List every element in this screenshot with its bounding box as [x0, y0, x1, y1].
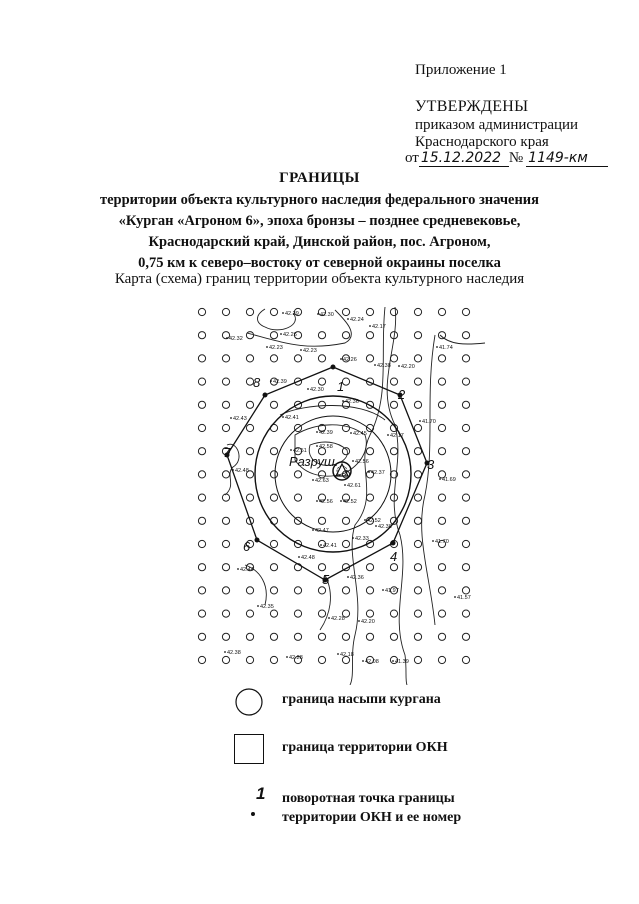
grid-survey-point: [198, 633, 205, 640]
elevation-label: 42.30: [310, 387, 324, 393]
legend-turnpoint-number: 1: [256, 784, 266, 803]
grid-survey-point: [342, 332, 349, 339]
legend-mound-text: граница насыпи кургана: [282, 692, 441, 707]
turn-point-number: 6: [243, 539, 251, 554]
grid-survey-point: [222, 494, 229, 501]
elevation-point: [316, 431, 318, 433]
grid-survey-point: [438, 610, 445, 617]
elevation-label: 42.56: [319, 499, 333, 505]
grid-survey-point: [366, 633, 373, 640]
elevation-label: 41.74: [439, 345, 453, 351]
grid-survey-point: [198, 494, 205, 501]
elevation-point: [282, 312, 284, 314]
elevation-point: [439, 478, 441, 480]
elevation-point: [454, 596, 456, 598]
grid-survey-point: [462, 332, 469, 339]
grid-survey-point: [246, 633, 253, 640]
elevation-label: 41.70: [422, 419, 436, 425]
elevation-point: [352, 460, 354, 462]
grid-survey-point: [198, 610, 205, 617]
elevation-label: 42.28: [289, 655, 303, 661]
grid-survey-point: [222, 517, 229, 524]
grid-survey-point: [318, 401, 325, 408]
grid-survey-point: [414, 656, 421, 663]
grid-survey-point: [270, 332, 277, 339]
grid-survey-point: [342, 540, 349, 547]
elevation-point: [286, 656, 288, 658]
order-date: 15.12.2022: [419, 151, 509, 167]
elevation-point: [290, 449, 292, 451]
elevation-label: 42.26: [283, 332, 297, 338]
elevation-label: 42.24: [350, 317, 364, 323]
grid-survey-point: [246, 448, 253, 455]
grid-survey-point: [462, 540, 469, 547]
grid-survey-point: [462, 355, 469, 362]
title-line4: 0,75 км к северо–востоку от северной окраины поселка: [138, 255, 501, 271]
destroyed-label: Разруш.: [289, 454, 339, 469]
grid-survey-point: [438, 494, 445, 501]
turn-point-number: 3: [427, 457, 435, 472]
legend-territory-text: граница территории ОКН: [282, 740, 448, 755]
approved-by-line1: приказом администрации: [415, 117, 579, 133]
grid-survey-point: [390, 564, 397, 571]
grid-survey-point: [318, 656, 325, 663]
grid-survey-point: [438, 308, 445, 315]
elevation-label: 42.48: [301, 555, 315, 561]
turn-point-number: 7: [223, 445, 231, 460]
grid-survey-point: [462, 517, 469, 524]
elevation-label: 42.48: [235, 468, 249, 474]
grid-survey-point: [294, 610, 301, 617]
legend-turnpoint-dot: [251, 812, 255, 816]
elevation-point: [398, 365, 400, 367]
grid-survey-point: [438, 332, 445, 339]
grid-survey-point: [462, 656, 469, 663]
grid-survey-point: [462, 471, 469, 478]
document-title: [0, 170, 639, 274]
grid-survey-point: [198, 424, 205, 431]
elevation-label: 41.57: [457, 595, 471, 601]
elevation-label: 42.52: [343, 499, 357, 505]
elevation-point: [342, 400, 344, 402]
elevation-label: 42.18: [340, 652, 354, 658]
grid-survey-point: [222, 540, 229, 547]
elevation-label: 42.44: [240, 567, 254, 573]
grid-survey-point: [294, 471, 301, 478]
grid-survey-point: [270, 517, 277, 524]
grid-survey-point: [198, 401, 205, 408]
elevation-point: [392, 660, 394, 662]
elevation-point: [352, 537, 354, 539]
elevation-point: [316, 445, 318, 447]
elevation-point: [280, 333, 282, 335]
grid-survey-point: [222, 633, 229, 640]
elevation-point: [237, 568, 239, 570]
grid-survey-point: [414, 448, 421, 455]
grid-survey-point: [198, 308, 205, 315]
grid-survey-point: [318, 378, 325, 385]
grid-survey-point: [438, 656, 445, 663]
elevation-label: 42.17: [390, 433, 404, 439]
elevation-point: [347, 576, 349, 578]
elevation-label: 42.32: [229, 336, 243, 342]
elevation-point: [368, 471, 370, 473]
elevation-point: [298, 556, 300, 558]
approved-by-line2: Краснодарского края: [415, 134, 549, 150]
title-line2: «Курган «Агроном 6», эпоха бронзы – позднее средневековье,: [118, 213, 521, 229]
survey-grid: [198, 308, 469, 663]
boundary-map: [185, 295, 505, 685]
elevation-point: [340, 500, 342, 502]
grid-survey-point: [390, 448, 397, 455]
elevation-point: [307, 388, 309, 390]
elevation-label: 42.20: [361, 619, 375, 625]
grid-survey-point: [414, 517, 421, 524]
grid-survey-point: [198, 378, 205, 385]
grid-survey-point: [222, 587, 229, 594]
title-line3: Краснодарский край, Динской район, пос. Агроном,: [148, 234, 491, 250]
grid-survey-point: [270, 587, 277, 594]
grid-survey-point: [270, 610, 277, 617]
elevation-point: [320, 544, 322, 546]
grid-survey-point: [246, 656, 253, 663]
elevation-point: [257, 605, 259, 607]
grid-survey-point: [414, 564, 421, 571]
grid-survey-point: [414, 378, 421, 385]
grid-survey-point: [366, 448, 373, 455]
grid-survey-point: [294, 587, 301, 594]
grid-survey-point: [438, 401, 445, 408]
elevation-label: 42.41: [323, 543, 337, 549]
grid-survey-point: [318, 633, 325, 640]
elevation-point: [362, 660, 364, 662]
elevation-point: [375, 525, 377, 527]
grid-survey-point: [366, 332, 373, 339]
grid-survey-point: [438, 564, 445, 571]
grid-survey-point: [318, 610, 325, 617]
turn-point-number: 1: [337, 379, 345, 394]
elevation-label: 42.52: [367, 518, 381, 524]
grid-survey-point: [198, 656, 205, 663]
grid-survey-point: [390, 355, 397, 362]
order-number: 1149-км: [526, 151, 608, 167]
grid-survey-point: [246, 401, 253, 408]
elevation-label: 42.38: [377, 363, 391, 369]
grid-survey-point: [270, 656, 277, 663]
grid-survey-point: [294, 355, 301, 362]
order-no-label: №: [508, 150, 524, 166]
title-line1: территории объекта культурного наследия федерального значения: [99, 192, 539, 208]
elevation-point: [374, 364, 376, 366]
elevation-label: 41.39: [395, 659, 409, 665]
appendix-label: Приложение 1: [415, 62, 507, 78]
elevation-label: 42.28: [331, 616, 345, 622]
elevation-point: [300, 349, 302, 351]
elevation-label: 42.33: [355, 536, 369, 542]
elevation-label: 42.23: [303, 348, 317, 354]
elevation-label: 42.35: [260, 604, 274, 610]
grid-survey-point: [318, 471, 325, 478]
elevation-label: 42.56: [355, 459, 369, 465]
turn-point-number: 5: [322, 572, 330, 587]
grid-survey-point: [222, 308, 229, 315]
grid-survey-point: [222, 471, 229, 478]
elevation-point: [282, 416, 284, 418]
legend-territory-symbol: [234, 734, 264, 764]
grid-survey-point: [246, 494, 253, 501]
elevation-point: [344, 484, 346, 486]
grid-survey-point: [198, 540, 205, 547]
elevation-point: [226, 337, 228, 339]
grid-survey-point: [366, 587, 373, 594]
grid-survey-point: [462, 308, 469, 315]
grid-survey-point: [246, 587, 253, 594]
elevation-label: 42.41: [285, 415, 299, 421]
grid-survey-point: [366, 610, 373, 617]
grid-survey-point: [222, 355, 229, 362]
grid-survey-point: [318, 517, 325, 524]
order-line: [405, 150, 608, 167]
grid-survey-point: [318, 564, 325, 571]
grid-survey-point: [270, 494, 277, 501]
legend-turnpoint-text: [282, 789, 461, 827]
elevation-point: [387, 434, 389, 436]
elevation-label: 42.61: [347, 483, 361, 489]
elevation-label: 42.39: [319, 430, 333, 436]
grid-survey-point: [390, 633, 397, 640]
grid-survey-point: [270, 564, 277, 571]
elevation-point: [350, 432, 352, 434]
grid-survey-point: [270, 540, 277, 547]
grid-survey-point: [366, 494, 373, 501]
grid-survey-point: [414, 610, 421, 617]
grid-survey-point: [414, 308, 421, 315]
grid-survey-point: [198, 332, 205, 339]
grid-survey-point: [246, 308, 253, 315]
elevation-label: 42.36: [350, 575, 364, 581]
grid-survey-point: [198, 355, 205, 362]
grid-survey-point: [342, 633, 349, 640]
elevation-point: [328, 617, 330, 619]
elevation-point: [316, 500, 318, 502]
grid-survey-point: [438, 378, 445, 385]
grid-survey-point: [366, 308, 373, 315]
grid-survey-point: [462, 401, 469, 408]
elevation-point: [312, 529, 314, 531]
grid-survey-point: [438, 448, 445, 455]
grid-survey-point: [366, 355, 373, 362]
grid-survey-point: [414, 424, 421, 431]
elevation-label: 41.70: [435, 539, 449, 545]
grid-survey-point: [198, 471, 205, 478]
elevation-label: 42.47: [315, 528, 329, 534]
elevation-point: [358, 620, 360, 622]
grid-survey-point: [294, 633, 301, 640]
grid-survey-point: [198, 448, 205, 455]
grid-survey-point: [270, 471, 277, 478]
grid-survey-point: [462, 564, 469, 571]
grid-survey-point: [222, 610, 229, 617]
grid-survey-point: [414, 494, 421, 501]
grid-survey-point: [414, 540, 421, 547]
elevation-point: [369, 325, 371, 327]
elevation-point: [340, 358, 342, 360]
elevation-point: [382, 589, 384, 591]
elevation-label: 42.26: [343, 357, 357, 363]
grid-survey-point: [318, 332, 325, 339]
grid-survey-point: [222, 656, 229, 663]
grid-survey-point: [438, 424, 445, 431]
legend-mound-symbol: [234, 687, 264, 717]
elevation-label: 42.23: [269, 345, 283, 351]
elevation-label: 42.29: [285, 311, 299, 317]
elevation-label: 42.30: [320, 312, 334, 318]
grid-survey-point: [438, 587, 445, 594]
grid-survey-point: [414, 633, 421, 640]
grid-survey-point: [390, 401, 397, 408]
grid-survey-point: [222, 401, 229, 408]
grid-survey-point: [198, 587, 205, 594]
grid-survey-point: [270, 633, 277, 640]
grid-survey-point: [294, 494, 301, 501]
elevation-point: [364, 519, 366, 521]
grid-survey-point: [342, 587, 349, 594]
grid-survey-point: [438, 633, 445, 640]
elevation-label: 42.37: [371, 470, 385, 476]
elevation-label: 42.63: [315, 478, 329, 484]
elevation-label: 42.45: [353, 431, 367, 437]
grid-survey-point: [438, 355, 445, 362]
elevation-label: 42.39: [273, 379, 287, 385]
map-caption: Карта (схема) границ территории объекта культурного наследия: [114, 271, 525, 287]
elevation-label: 42.17: [372, 324, 386, 330]
grid-survey-point: [198, 564, 205, 571]
elevation-label: 42.58: [319, 444, 333, 450]
elevation-point: [436, 346, 438, 348]
elevation-point: [419, 420, 421, 422]
title-heading: ГРАНИЦЫ: [279, 170, 360, 186]
grid-survey-point: [438, 517, 445, 524]
order-prefix: от: [405, 150, 419, 166]
elevation-point: [232, 469, 234, 471]
grid-survey-point: [462, 494, 469, 501]
elevation-label: 41.97: [385, 588, 399, 594]
elevation-label: 42.38: [378, 524, 392, 530]
grid-survey-point: [270, 448, 277, 455]
grid-survey-point: [222, 424, 229, 431]
grid-survey-point: [342, 308, 349, 315]
grid-survey-point: [390, 378, 397, 385]
elevation-label: 42.51: [293, 448, 307, 454]
grid-survey-point: [462, 378, 469, 385]
elevation-label: 42.36: [345, 399, 359, 405]
grid-survey-point: [318, 587, 325, 594]
elevation-label: 42.38: [227, 650, 241, 656]
legend-turnpoint-line2: территории ОКН и ее номер: [282, 810, 462, 825]
elevation-point: [432, 540, 434, 542]
grid-survey-point: [414, 355, 421, 362]
grid-survey-point: [198, 517, 205, 524]
grid-survey-point: [222, 564, 229, 571]
grid-survey-point: [270, 308, 277, 315]
turn-point-number: 2: [398, 387, 406, 402]
grid-survey-point: [246, 355, 253, 362]
grid-survey-point: [246, 610, 253, 617]
grid-survey-point: [462, 610, 469, 617]
turn-point-number: 8: [253, 375, 261, 390]
elevation-point: [337, 653, 339, 655]
elevation-point: [317, 313, 319, 315]
elevation-point: [266, 346, 268, 348]
grid-survey-point: [270, 355, 277, 362]
turn-point-number: 4: [390, 549, 398, 564]
grid-survey-point: [390, 308, 397, 315]
grid-survey-point: [318, 355, 325, 362]
elevation-label: 42.20: [401, 364, 415, 370]
elevation-point: [312, 479, 314, 481]
grid-survey-point: [462, 633, 469, 640]
grid-survey-point: [462, 448, 469, 455]
elevation-label: 42.43: [233, 416, 247, 422]
legend-turnpoint-line1: поворотная точка границы: [282, 791, 455, 806]
approved-heading: УТВЕРЖДЕНЫ: [415, 98, 529, 115]
grid-survey-point: [414, 587, 421, 594]
elevation-point: [224, 651, 226, 653]
elevation-label: 41.69: [442, 477, 456, 483]
elevation-point: [270, 380, 272, 382]
grid-survey-point: [462, 587, 469, 594]
contour-lines: [225, 307, 485, 685]
grid-survey-point: [414, 332, 421, 339]
grid-survey-point: [222, 378, 229, 385]
grid-survey-point: [342, 517, 349, 524]
grid-survey-point: [462, 424, 469, 431]
grid-survey-point: [366, 564, 373, 571]
grid-survey-point: [270, 401, 277, 408]
elevation-label: 42.08: [365, 659, 379, 665]
grid-survey-point: [246, 424, 253, 431]
elevation-point: [347, 318, 349, 320]
grid-survey-point: [390, 610, 397, 617]
elevation-point: [230, 417, 232, 419]
grid-survey-point: [414, 401, 421, 408]
